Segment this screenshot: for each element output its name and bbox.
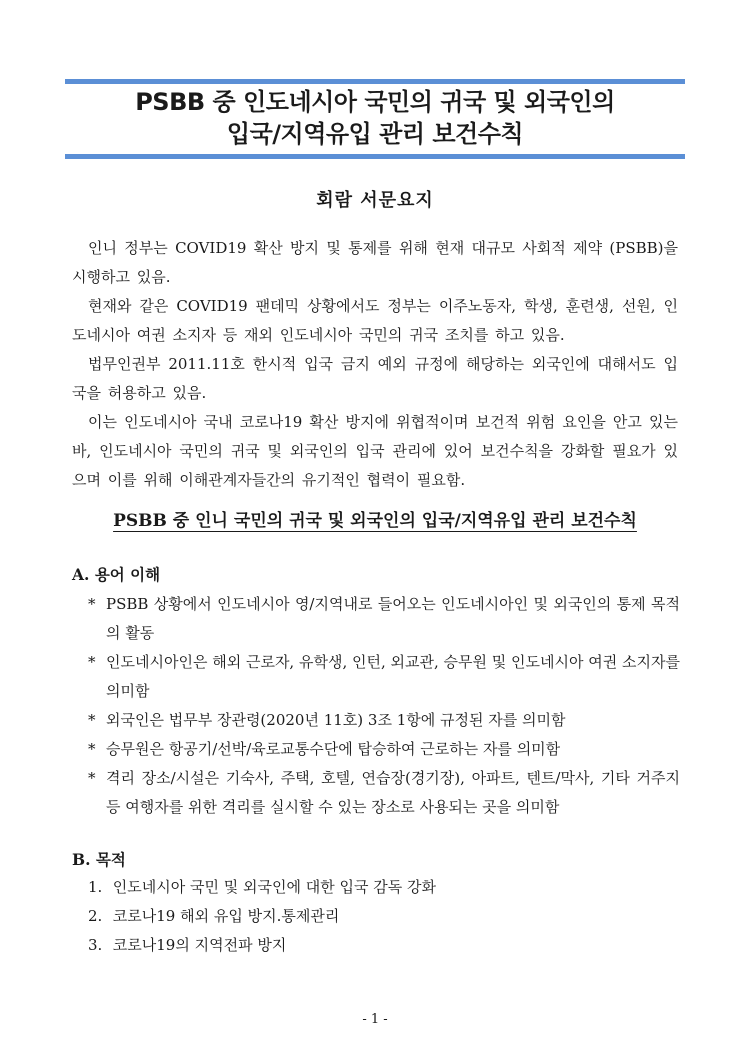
item-number: 1. <box>88 878 103 896</box>
summary-heading: 회람 서문요지 <box>316 190 434 211</box>
bullet-marker: * <box>88 740 96 758</box>
purpose-text: 코로나19의 지역전파 방지 <box>112 936 287 954</box>
purpose-list <box>88 873 436 960</box>
summary-paragraph-4 <box>72 408 678 495</box>
term-text: 격리 장소/시설은 기숙사, 주택, 호텔, 연습장(경기장), 아파트, 텐트/막사, 기타 거주지 등 여행자를 위한 격리를 실시할 수 있는 장소로 사용되는 곳을 의미함 <box>106 769 680 816</box>
item-number: 2. <box>88 907 103 925</box>
section-heading <box>0 506 750 531</box>
item-number: 3. <box>88 936 103 954</box>
summary-paragraph-3 <box>72 350 678 408</box>
terms-list <box>88 590 680 822</box>
summary-paragraph-4-text: 이는 인도네시아 국내 코로나19 확산 방지에 위협적이며 보건적 위험 요인을 안고 있는 바, 인도네시아 국민의 귀국 및 외국인의 입국 관리에 있어 보건수칙을 강화할 필요가 있으며 이를 위해 이해관계자들간의 유기적인 협력이 필요함. <box>72 413 678 489</box>
bullet-marker: * <box>88 595 96 613</box>
title-rule-top <box>65 79 685 84</box>
summary-paragraph-1-text: 인니 정부는 COVID19 확산 방지 및 통제를 위해 현재 대규모 사회적 제약 (PSBB)을 시행하고 있음. <box>72 239 678 286</box>
section-heading-text: PSBB 중 인니 국민의 귀국 및 외국인의 입국/지역유입 관리 보건수칙 <box>113 511 637 531</box>
list-item <box>88 873 436 902</box>
term-text: PSBB 상황에서 인도네시아 영/지역내로 들어오는 인도네시아인 및 외국인의 통제 목적의 활동 <box>106 595 680 642</box>
list-item <box>88 931 436 960</box>
purpose-heading: B. 목적 <box>72 850 126 869</box>
list-item <box>88 590 680 648</box>
list-item <box>88 648 680 706</box>
summary-paragraph-2 <box>72 292 678 350</box>
purpose-text: 인도네시아 국민 및 외국인에 대한 입국 감독 강화 <box>112 878 436 896</box>
list-item <box>88 764 680 822</box>
document-title <box>65 86 685 150</box>
summary-paragraph-2-text: 현재와 같은 COVID19 팬데믹 상황에서도 정부는 이주노동자, 학생, 훈련생, 선원, 인도네시아 여권 소지자 등 재외 인도네시아 국민의 귀국 조치를 하고 있음. <box>72 297 678 344</box>
summary-paragraph-1 <box>72 234 678 292</box>
title-rule-bottom <box>65 154 685 159</box>
list-item <box>88 735 680 764</box>
list-item <box>88 706 680 735</box>
page-number: - 1 - <box>362 1012 388 1027</box>
bullet-marker: * <box>88 769 96 787</box>
summary-paragraph-3-text: 법무인권부 2011.11호 한시적 입국 금지 예외 규정에 해당하는 외국인에 대해서도 입국을 허용하고 있음. <box>72 355 678 402</box>
document-title-line-2: 입국/지역유입 관리 보건수칙 <box>226 120 524 148</box>
document-title-line-1: PSBB 중 인도네시아 국민의 귀국 및 외국인의 <box>135 88 615 116</box>
term-text: 인도네시아인은 해외 근로자, 유학생, 인턴, 외교관, 승무원 및 인도네시아 여권 소지자를 의미함 <box>106 653 680 700</box>
terms-heading: A. 용어 이해 <box>72 565 161 584</box>
term-text: 외국인은 법무부 장관령(2020년 11호) 3조 1항에 규정된 자를 의미함 <box>106 711 566 729</box>
list-item <box>88 902 436 931</box>
purpose-text: 코로나19 해외 유입 방지.통제관리 <box>112 907 340 925</box>
term-text: 승무원은 항공기/선박/육로교통수단에 탑승하여 근로하는 자를 의미함 <box>106 740 561 758</box>
bullet-marker: * <box>88 653 96 671</box>
bullet-marker: * <box>88 711 96 729</box>
